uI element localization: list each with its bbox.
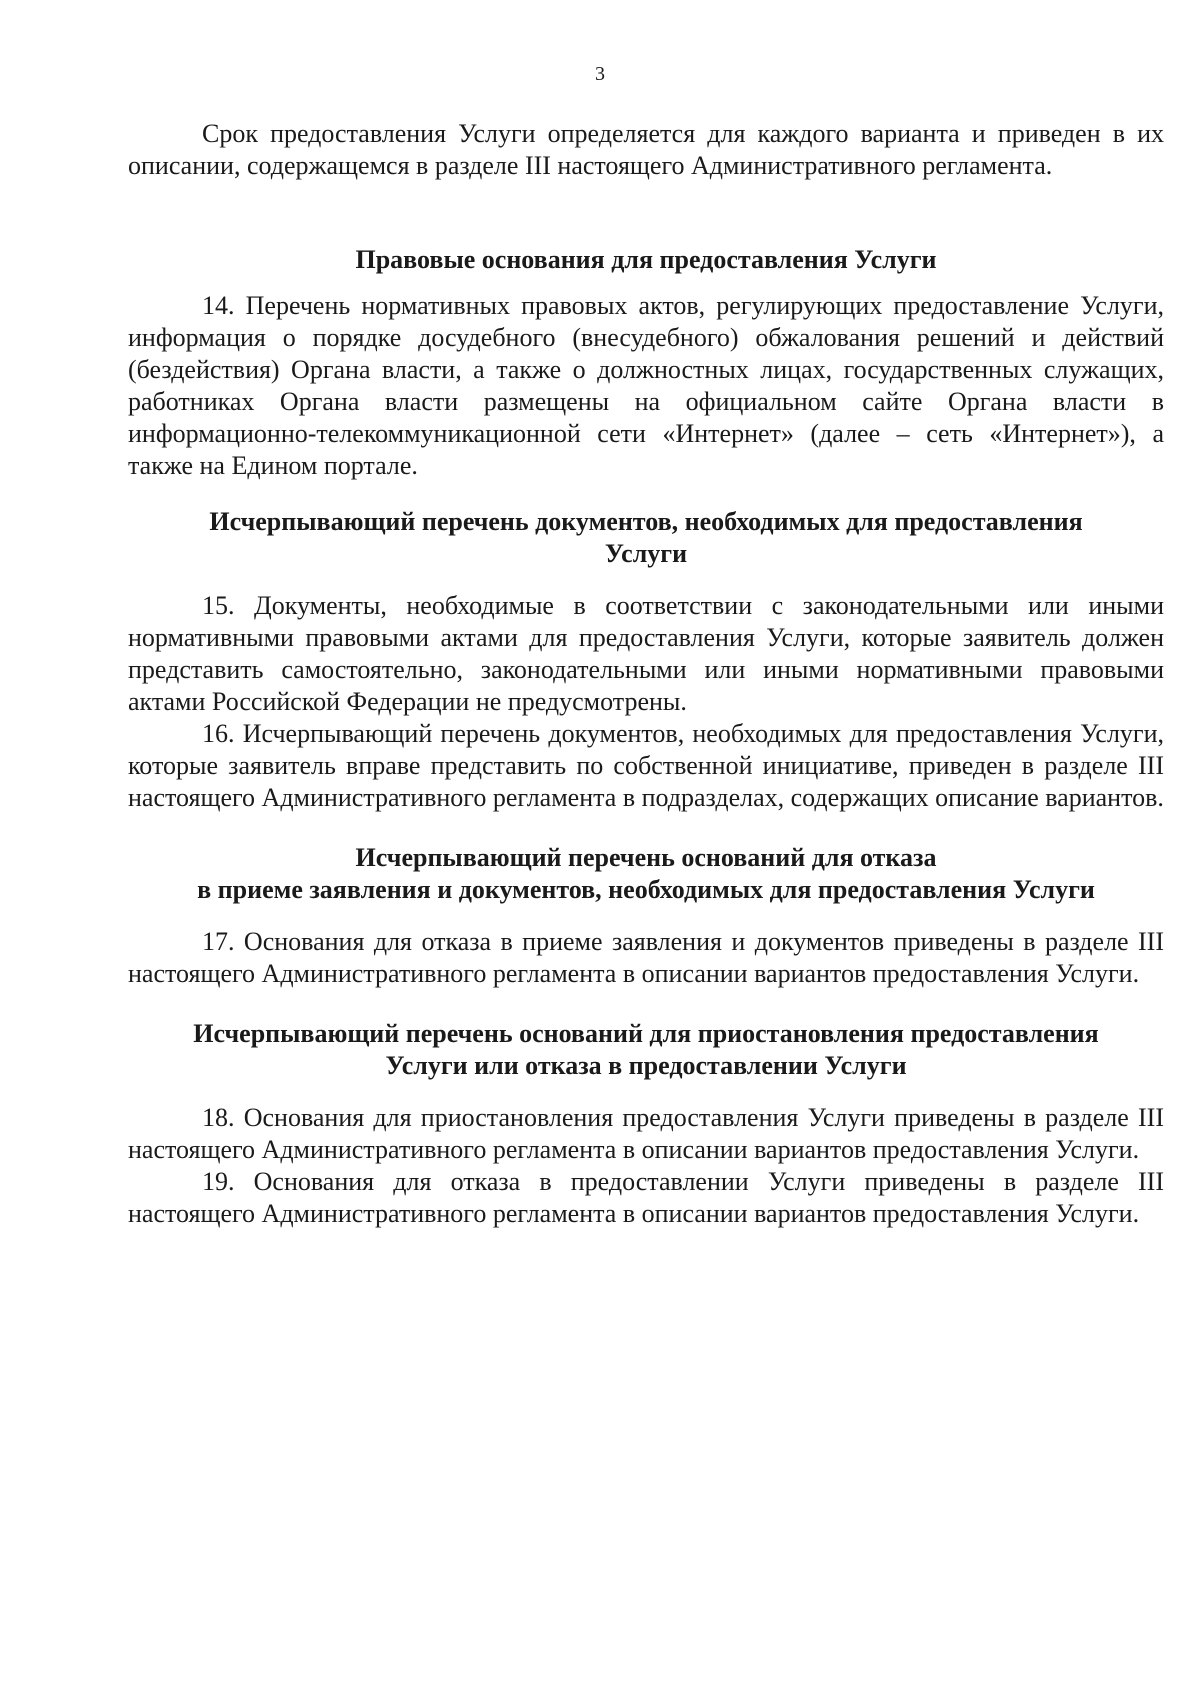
page-number: 3 bbox=[595, 63, 605, 85]
paragraph-18: 18. Основания для приостановления предоставления Услуги приведены в разделе III настоящего Административного регламента в описании вариантов предоставления Услуги. bbox=[128, 1103, 1164, 1164]
heading-line: Услуги bbox=[604, 539, 688, 568]
heading-line: Услуги или отказа в предоставлении Услуги bbox=[385, 1051, 907, 1080]
section-heading-documents-list bbox=[128, 506, 1164, 570]
paragraph-17: 17. Основания для отказа в приеме заявления и документов приведены в разделе III настоящего Административного регламента в описании вариантов предоставления Услуги. bbox=[128, 927, 1164, 988]
section-heading-refusal-acceptance bbox=[128, 842, 1164, 906]
intro-paragraph: Срок предоставления Услуги определяется для каждого варианта и приведен в их описании, содержащемся в разделе III настоящего Административного регламента. bbox=[128, 119, 1164, 180]
heading-line: Исчерпывающий перечень оснований для приостановления предоставления bbox=[193, 1019, 1099, 1048]
section-heading-legal-basis bbox=[128, 244, 1164, 276]
paragraph-19: 19. Основания для отказа в предоставлении Услуги приведены в разделе III настоящего Административного регламента в описании вариантов предоставления Услуги. bbox=[128, 1167, 1164, 1228]
paragraph-15: 15. Документы, необходимые в соответствии с законодательными или иными нормативными правовыми актами для предоставления Услуги, которые заявитель должен представить самостоятельно, законодательными или иными нормативными правовыми актами Российской Федерации не предусмотрены. bbox=[128, 591, 1164, 716]
paragraph-14: 14. Перечень нормативных правовых актов, регулирующих предоставление Услуги, информация о порядке досудебного (внесудебного) обжалования решений и действий (бездействия) Органа власти, а также о должностных лицах, государственных служащих, работниках Органа власти размещены на официальном сайте Органа власти в информационно-телекоммуникационной сети «Интернет» (далее – сеть «Интернет»), а также на Едином портале. bbox=[128, 291, 1164, 480]
page-content bbox=[128, 118, 1164, 1230]
heading-line: Исчерпывающий перечень оснований для отказа bbox=[355, 843, 937, 872]
heading-line: Исчерпывающий перечень документов, необходимых для предоставления bbox=[209, 507, 1083, 536]
heading-line: в приеме заявления и документов, необходимых для предоставления Услуги bbox=[197, 875, 1095, 904]
heading-line: Правовые основания для предоставления Услуги bbox=[355, 245, 937, 274]
paragraph-16: 16. Исчерпывающий перечень документов, необходимых для предоставления Услуги, которые заявитель вправе представить по собственной инициативе, приведен в разделе III настоящего Административного регламента в подразделах, содержащих описание вариантов. bbox=[128, 719, 1164, 812]
section-heading-suspension-refusal bbox=[128, 1018, 1164, 1082]
